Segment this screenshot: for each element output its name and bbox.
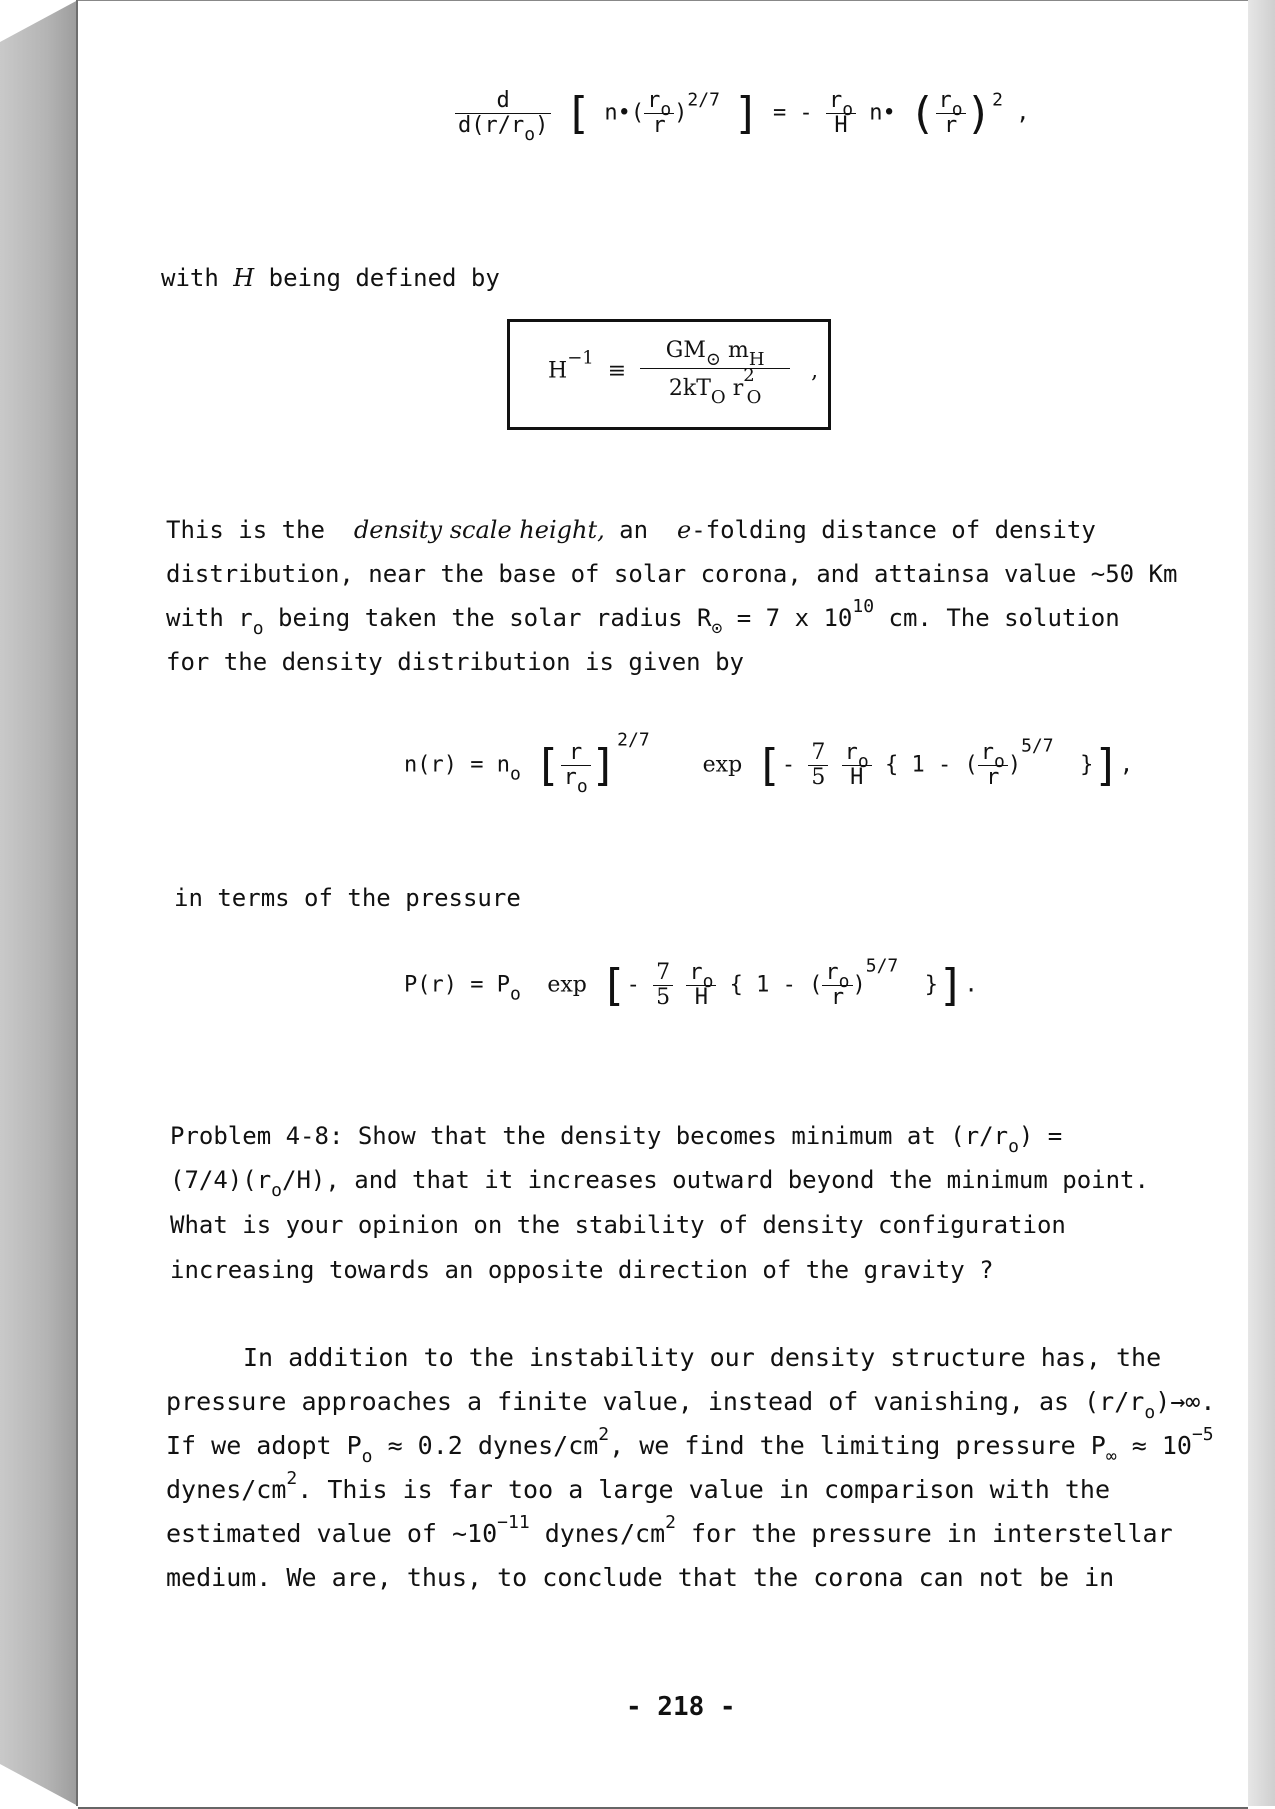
H-den: H (694, 985, 708, 1010)
text: for the pressure in interstellar (675, 1519, 1173, 1548)
comma: , (1016, 100, 1030, 126)
seven-fifths (808, 741, 828, 790)
T-sub: O (710, 387, 726, 408)
seven-fifths (653, 961, 673, 1010)
text: ≈ 0.2 dynes/cm (387, 1431, 599, 1460)
ro-over-r (822, 961, 852, 1010)
open-paren-big: ( (909, 88, 936, 139)
being-defined-text: being defined by (268, 264, 500, 292)
seven: 7 (653, 961, 673, 986)
density-scale-height-italic: density scale height, (353, 516, 605, 544)
five: 5 (656, 985, 671, 1010)
r-denominator: r (652, 113, 666, 138)
ro-over-r (978, 741, 1008, 790)
seven: 7 (808, 741, 828, 766)
equation-3: $P(r) = P_o$ exp [- $\frac{7}{5}$ $\frac{r_o}{H}$ { 1 - ( $\frac{r_o}{r}$ )$^{5/7}$ }]. (404, 955, 978, 1011)
ro-den (561, 765, 591, 797)
close-bracket: ] (938, 960, 965, 1011)
close-paren-big: ) (965, 88, 993, 139)
one-minus: { 1 - (885, 752, 952, 778)
n-of-r: n(r) = n (404, 752, 510, 778)
P-sub: o (509, 983, 521, 1005)
GM: GM (665, 338, 706, 363)
r-sub: o (994, 751, 1005, 772)
r-sup: 2 (743, 365, 755, 386)
sup: 2 (665, 1512, 676, 1533)
para1-line3 (166, 596, 1120, 639)
ro-over-H (842, 741, 872, 790)
text: ≈ 10 (1131, 1431, 1192, 1460)
r-sub: O (746, 387, 762, 408)
ro-over-r-fraction (644, 89, 674, 138)
r-sub: o (857, 751, 869, 772)
text: ) = (1018, 1122, 1063, 1150)
with-word: with (161, 264, 219, 292)
ro-num (686, 960, 716, 992)
ro-num (842, 740, 872, 772)
sub: o (361, 1446, 373, 1467)
H-symbol: H (548, 358, 568, 384)
problem-line4: increasing towards an opposite direction of the gravity ? (170, 1256, 994, 1284)
definition-denominator (640, 365, 790, 409)
ro-numerator (644, 88, 674, 120)
r-symbol: r (938, 88, 952, 113)
text: . This is far too a large value in comparison with the (297, 1475, 1111, 1504)
den-text: d(r/r (458, 113, 525, 138)
r-sub: o (576, 776, 588, 797)
with-h-line (161, 264, 500, 292)
r-symbol: r (980, 740, 994, 765)
exponent-5-7: 5/7 (865, 955, 899, 977)
comma: , (811, 358, 819, 384)
sub: o (1144, 1402, 1156, 1423)
close-paren: ) (674, 100, 688, 126)
text: dynes/cm (529, 1519, 666, 1548)
r-sub: o (702, 971, 714, 992)
definition-numerator (640, 334, 790, 369)
H-italic: H (233, 264, 255, 292)
sup: 10 (852, 596, 875, 617)
sun-symbol: ⊙ (705, 349, 721, 370)
equiv-sign: ≡ (607, 358, 627, 384)
sub: o (252, 618, 264, 639)
r-sub: o (660, 99, 672, 120)
r-symbol: r (647, 88, 661, 113)
r-num: r (561, 741, 591, 766)
period: . (964, 972, 978, 998)
exponent-5-7: 5/7 (1021, 735, 1054, 757)
sup: −5 (1191, 1424, 1214, 1445)
text: Problem 4-8: Show that the density becomes minimum at (r/r (170, 1122, 1009, 1150)
para2-line6: medium. We are, thus, to conclude that the corona can not be in (166, 1563, 1115, 1592)
close-bracket: ] (733, 88, 760, 139)
sup: 2 (598, 1424, 610, 1445)
text: with r (166, 604, 253, 632)
open-bracket: [ (600, 960, 627, 1011)
para2-line1: In addition to the instability our density structure has, the (243, 1343, 1162, 1372)
comma: , (1119, 752, 1134, 778)
n-factor-2: n• (869, 100, 896, 126)
exp-word: exp (702, 752, 743, 778)
para2-line4 (166, 1468, 1111, 1504)
r-over-ro (561, 740, 591, 797)
minus-one-sup: −1 (567, 347, 594, 369)
m-sub: H (748, 349, 765, 370)
ro-num (826, 88, 856, 120)
sun-sub: ⊙ (711, 618, 723, 639)
r-symbol: r (825, 960, 839, 985)
problem-line1 (170, 1122, 1063, 1157)
r-symbol: r (828, 88, 843, 113)
sup: −11 (497, 1512, 530, 1533)
r-symbol: r (563, 765, 577, 790)
open-bracket: [ (564, 88, 592, 139)
open-bracket-2: [ (755, 740, 782, 791)
close-brace: } (924, 972, 939, 998)
2kT: 2kT (668, 376, 711, 401)
ro-num-2 (978, 740, 1008, 772)
text: (7/4)(r (170, 1166, 272, 1194)
r-sub: o (951, 99, 963, 120)
r-sub: o (838, 971, 850, 992)
text: dynes/cm (166, 1475, 287, 1504)
text: being taken the solar radius R (278, 604, 712, 632)
H-den: H (834, 113, 848, 138)
ro-over-H (686, 961, 716, 1010)
ro-num-2 (936, 88, 966, 120)
text: pressure approaches a finite value, instead of vanishing, as (r/r (166, 1387, 1145, 1416)
book-spine (0, 0, 78, 1806)
ro-over-r-fraction-2 (936, 89, 966, 138)
minus: - (626, 972, 640, 998)
r-den: r (830, 985, 845, 1010)
para1-line2: distribution, near the base of solar corona, and attainsa value ~50 Km (166, 560, 1178, 588)
close-bracket-2: ] (1093, 740, 1120, 791)
para2-line2 (166, 1387, 1216, 1423)
text: -folding distance of density (691, 516, 1096, 544)
exp-word: exp (547, 972, 587, 998)
sub: o (271, 1180, 282, 1201)
one-minus: { 1 - (729, 972, 796, 998)
text: /H), and that it increases outward beyond the minimum point. (282, 1166, 1149, 1194)
ro-num-2 (822, 960, 852, 992)
minus: - (781, 752, 796, 778)
ro-over-H-fraction (826, 89, 856, 138)
page-number: - 218 - (626, 1692, 736, 1722)
H-den: H (850, 765, 864, 790)
close-bracket: ] (590, 740, 618, 791)
n-factor: n•( (604, 100, 645, 126)
equals-minus: = - (772, 100, 813, 126)
den-sub: o (524, 124, 536, 145)
exponent-2-7: 2/7 (687, 89, 720, 111)
r-symbol: r (689, 960, 703, 985)
close-brace: } (1080, 752, 1094, 778)
text: estimated value of ~10 (166, 1519, 498, 1548)
r-den: r (986, 765, 1000, 790)
text: If we adopt P (166, 1431, 362, 1460)
exponent-2-7: 2/7 (617, 729, 650, 751)
derivative-denominator (455, 113, 551, 145)
para2-line5 (166, 1512, 1173, 1548)
in-terms-line: in terms of the pressure (174, 884, 521, 912)
derivative-fraction (455, 88, 551, 145)
text: an (619, 516, 649, 544)
r-symbol: r (732, 376, 744, 401)
equation-1 (455, 88, 1030, 145)
r-sub: o (842, 99, 854, 120)
definition-fraction (640, 334, 790, 409)
text: cm. The solution (888, 604, 1120, 632)
derivative-numerator: d (455, 89, 551, 114)
para2-line3 (166, 1424, 1214, 1467)
para1-line4: for the density distribution is given by (166, 648, 744, 676)
inf-sub: ∞ (1105, 1446, 1117, 1467)
problem-line3: What is your opinion on the stability of density configuration (170, 1211, 1066, 1239)
den-close: ) (535, 113, 549, 138)
h-definition (548, 334, 818, 409)
sub: o (1008, 1136, 1019, 1157)
equation-2: $n(r) = n_o$ [ $\frac{r}{r_o}$ ]$^{2/7}$ exp [- $\frac{7}{5}$ $\frac{r_o}{H}$ { 1 - ( $\frac{r_o}{r}$ )$^{5/7}$ }], (404, 729, 1134, 797)
text: , we find the limiting pressure P (609, 1431, 1106, 1460)
problem-line2 (170, 1166, 1149, 1201)
five: 5 (811, 765, 826, 790)
page-right-edge (1248, 0, 1275, 1806)
e-italic: e (676, 516, 692, 544)
exponent-2: 2 (992, 89, 1003, 111)
r-den-2: r (943, 113, 958, 138)
n-sub: o (509, 763, 521, 785)
text: )→∞. (1155, 1387, 1216, 1416)
m-symbol: m (727, 338, 749, 363)
para1-line1 (166, 516, 1096, 544)
P-of-r: P(r) = P (404, 972, 510, 998)
text: This is the (166, 516, 325, 544)
sup: 2 (286, 1468, 298, 1489)
text: = 7 x 10 (736, 604, 853, 632)
r-symbol: r (844, 740, 858, 765)
open-bracket: [ (534, 740, 561, 791)
